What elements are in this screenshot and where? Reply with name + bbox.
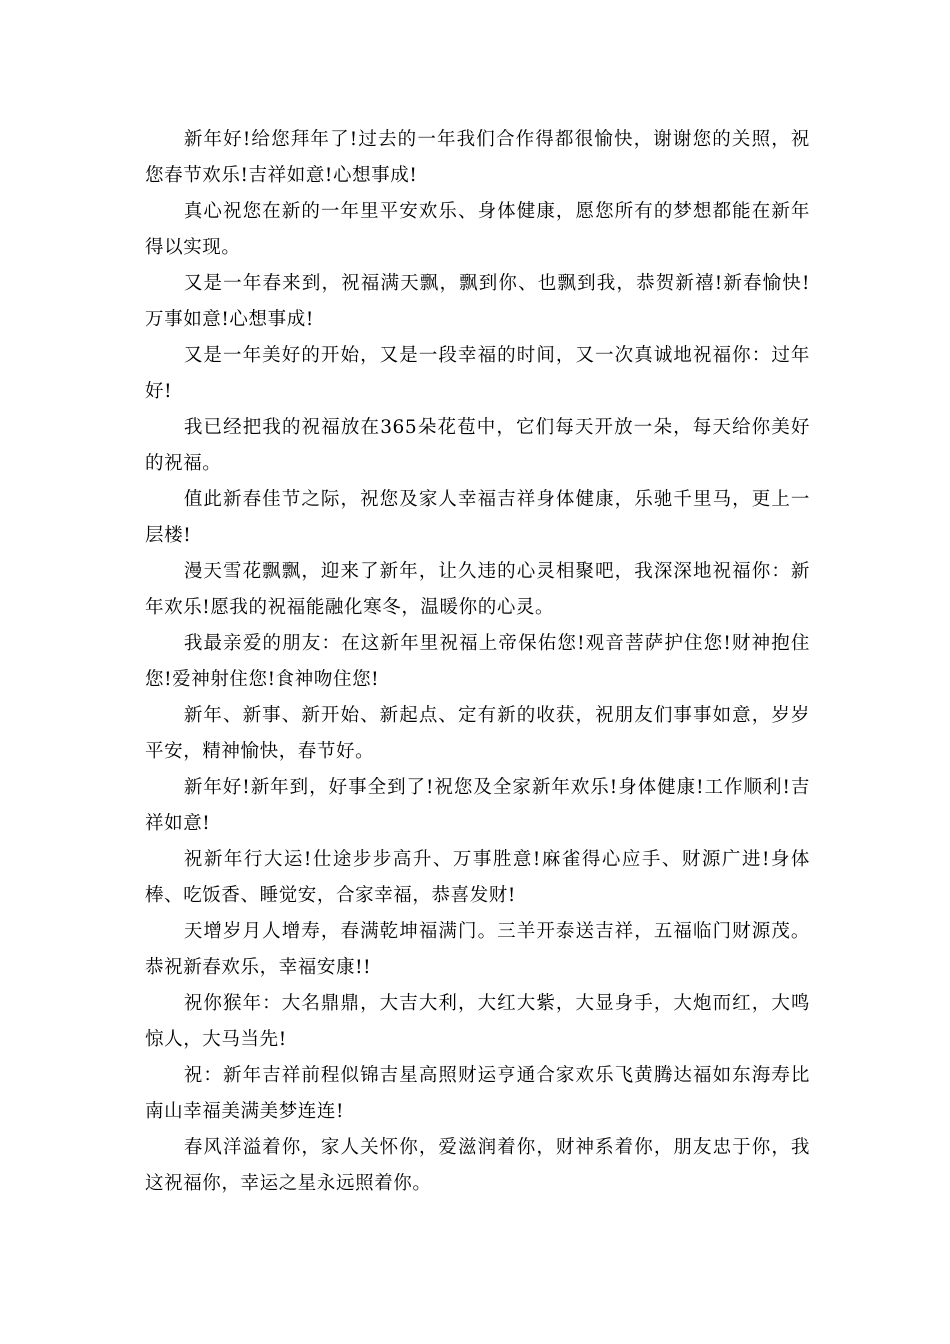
paragraph-14: 祝：新年吉祥前程似锦吉星高照财运亨通合家欢乐飞黄腾达福如东海寿比南山幸福美满美梦连连! — [145, 1065, 810, 1122]
paragraph-5: 我已经把我的祝福放在365朵花苞中，它们每天开放一朵，每天给你美好的祝福。 — [145, 417, 810, 474]
paragraph-2: 真心祝您在新的一年里平安欢乐、身体健康，愿您所有的梦想都能在新年得以实现。 — [145, 201, 810, 258]
paragraph-7: 漫天雪花飘飘，迎来了新年，让久违的心灵相聚吧，我深深地祝福你：新年欢乐!愿我的祝福能融化寒冬，温暖你的心灵。 — [145, 561, 810, 618]
paragraph-10: 新年好!新年到，好事全到了!祝您及全家新年欢乐!身体健康!工作顺利!吉祥如意! — [145, 777, 810, 834]
paragraph-11: 祝新年行大运!仕途步步高升、万事胜意!麻雀得心应手、财源广进!身体棒、吃饭香、睡觉安，合家幸福，恭喜发财! — [145, 849, 810, 906]
paragraph-15: 春风洋溢着你，家人关怀你，爱滋润着你，财神系着你，朋友忠于你，我这祝福你，幸运之星永远照着你。 — [145, 1137, 810, 1194]
document-body — [145, 122, 810, 1202]
paragraph-6: 值此新春佳节之际，祝您及家人幸福吉祥身体健康，乐驰千里马，更上一层楼! — [145, 489, 810, 546]
paragraph-13: 祝你猴年：大名鼎鼎，大吉大利，大红大紫，大显身手，大炮而红，大鸣惊人，大马当先! — [145, 993, 810, 1050]
paragraph-4: 又是一年美好的开始，又是一段幸福的时间，又一次真诚地祝福你：过年好! — [145, 345, 810, 402]
paragraph-1: 新年好!给您拜年了!过去的一年我们合作得都很愉快，谢谢您的关照，祝您春节欢乐!吉祥如意!心想事成! — [145, 129, 810, 186]
paragraph-12: 天增岁月人增寿，春满乾坤福满门。三羊开泰送吉祥，五福临门财源茂。恭祝新春欢乐，幸福安康!! — [145, 921, 810, 978]
paragraph-8: 我最亲爱的朋友：在这新年里祝福上帝保佑您!观音菩萨护住您!财神抱住您!爱神射住您!食神吻住您! — [145, 633, 810, 690]
paragraph-3: 又是一年春来到，祝福满天飘，飘到你、也飘到我，恭贺新禧!新春愉快!万事如意!心想事成! — [145, 273, 810, 330]
paragraph-9: 新年、新事、新开始、新起点、定有新的收获，祝朋友们事事如意，岁岁平安，精神愉快，春节好。 — [145, 705, 810, 762]
